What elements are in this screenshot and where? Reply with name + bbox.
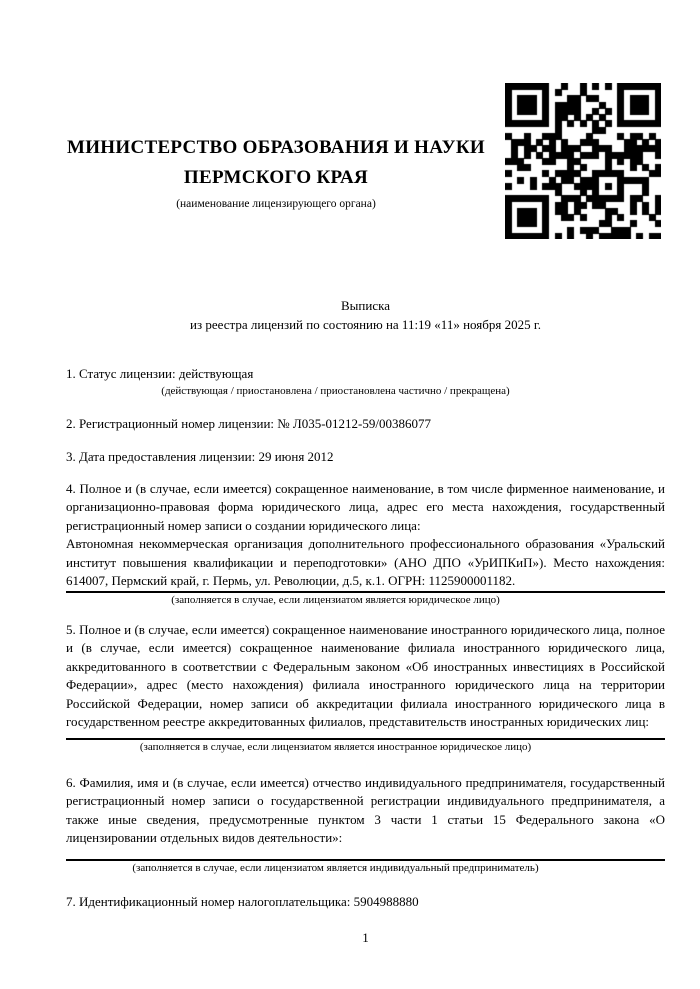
license-status-text: 1. Статус лицензии: действующая [66,366,254,381]
extract-subtitle: из реестра лицензий по состоянию на 11:19 «11» ноября 2025 г. [190,316,541,332]
foreign-entity-blank-field [66,732,665,740]
legal-entity-question: 4. Полное и (в случае, если имеется) сокращенное наименование, в том числе фирменное наименование, и организационно-правовая форма юридического лица, адрес его места нахождения, государственный регистрационный номер записи о создании юридического лица: [66,480,665,533]
license-status-caption: (действующая / приостановлена / приостановлена частично / прекращена) [161,384,510,397]
taxpayer-id-text: 7. Идентификационный номер налогоплательщика: 5904988880 [66,893,419,909]
ministry-name-line2: ПЕРМСКОГО КРАЯ [183,167,369,188]
registration-number-text: 2. Регистрационный номер лицензии: № Л035-01212-59/00386077 [66,415,432,431]
foreign-entity-question: 5. Полное и (в случае, если имеется) сокращенное наименование иностранного юридического лица, полное и (в случае, если имеется) сокращенное наименование филиала иностранного юридического лица, аккредитованного в соответствии с Федеральным законом «Об иностранных инвестициях в Российской Федерации», адрес (место нахождения) филиала иностранного юридического лица на территории Российской Федерации, номер записи об аккредитации филиала иностранного юридического лица в государственном реестре аккредитованных филиалов, представительств иностранных юридических лиц: [66,621,665,729]
licensing-authority-caption: (наименование лицензирующего органа) [176,198,376,210]
license-status-item [66,365,665,399]
grant-date-item [66,448,665,467]
taxpayer-id-item [66,893,665,912]
ministry-name-line1: МИНИСТЕРСТВО ОБРАЗОВАНИЯ И НАУКИ [66,137,486,158]
legal-entity-value: Автономная некоммерческая организация дополнительного профессионального образования «Уральский институт повышения квалификации и переподготовки» (АНО ДПО «УрИПКиП»). Место нахождения: 614007, Пермский край, г. Пермь, ул. Революции, д.5, к.1. ОГРН: 1125900001182. [66,535,665,593]
entrepreneur-item [66,774,665,876]
document-body [66,297,665,911]
qr-code [505,83,661,239]
entrepreneur-caption: (заполняется в случае, если лицензиатом является индивидуальный предприниматель) [132,861,539,874]
legal-entity-caption: (заполняется в случае, если лицензиатом является юридическое лицо) [171,593,500,606]
entrepreneur-question: 6. Фамилия, имя и (в случае, если имеется) отчество индивидуального предпринимателя, государственный регистрационный номер записи о государственной регистрации индивидуального предпринимателя, а также иные сведения, предусмотренные пунктом 3 части 1 статьи 15 Федерального закона «О лицензировании отдельных видов деятельности»: [66,774,665,845]
entrepreneur-blank-field [66,848,665,861]
extract-title-block [66,297,665,334]
extract-title: Выписка [341,298,390,313]
page-number: 1 [362,930,369,945]
foreign-entity-caption: (заполняется в случае, если лицензиатом является иностранное юридическое лицо) [139,740,532,753]
legal-entity-item [66,480,665,608]
registration-number-item [66,415,665,434]
licensing-authority-header [66,133,486,212]
grant-date-text: 3. Дата предоставления лицензии: 29 июня 2012 [66,449,334,464]
foreign-entity-item [66,621,665,755]
